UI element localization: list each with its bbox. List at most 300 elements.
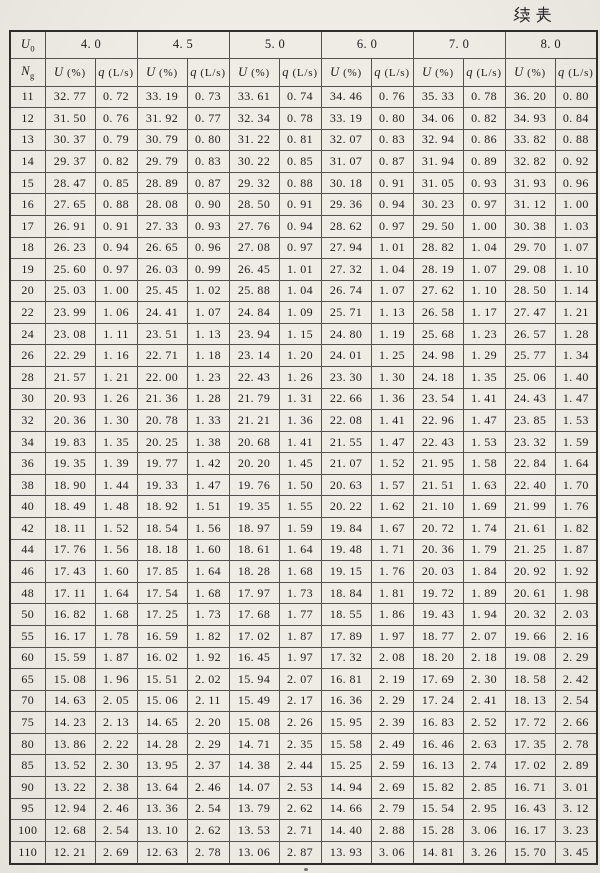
u-value-cell: 13. 36 [137, 798, 187, 820]
u-value-cell: 18. 13 [505, 690, 555, 712]
u-value-cell: 28. 50 [229, 194, 279, 216]
u-value-cell: 18. 90 [45, 474, 95, 496]
u-value-cell: 21. 79 [229, 388, 279, 410]
u-value-cell: 19. 35 [229, 496, 279, 518]
table-row [10, 259, 597, 281]
q-value-cell: 1. 69 [463, 496, 505, 518]
u-percent-header [321, 58, 371, 86]
q-value-cell: 1. 53 [463, 431, 505, 453]
ng-value-cell: 55 [10, 625, 45, 647]
q-value-cell: 0. 84 [555, 108, 597, 130]
q-value-cell: 1. 41 [371, 410, 413, 432]
q-value-cell: 1. 36 [371, 388, 413, 410]
u-value-cell: 15. 28 [413, 820, 463, 842]
u-value-cell: 26. 58 [413, 302, 463, 324]
group-header: 8. 0 [505, 31, 597, 58]
q-unit: (L/s) [380, 66, 410, 79]
q-value-cell: 1. 82 [555, 518, 597, 540]
q-value-cell: 1. 07 [555, 237, 597, 259]
q-value-cell: 0. 83 [187, 151, 229, 173]
q-value-cell: 2. 35 [279, 733, 321, 755]
u-value-cell: 25. 88 [229, 280, 279, 302]
q-value-cell: 1. 76 [371, 561, 413, 583]
q-value-cell: 1. 76 [555, 496, 597, 518]
q-value-cell: 2. 89 [555, 755, 597, 777]
u-value-cell: 17. 97 [229, 582, 279, 604]
u-symbol: U [422, 64, 432, 79]
table-row [10, 841, 597, 864]
q-value-cell: 0. 82 [95, 151, 137, 173]
q-value-cell: 1. 02 [187, 280, 229, 302]
q-value-cell: 1. 31 [279, 388, 321, 410]
q-value-cell: 0. 86 [463, 129, 505, 151]
hanzi-biao-glyph [535, 6, 552, 23]
u-value-cell: 13. 06 [229, 841, 279, 864]
q-flow-header [555, 58, 597, 86]
u-value-cell: 24. 43 [505, 388, 555, 410]
q-value-cell: 2. 13 [95, 712, 137, 734]
q-value-cell: 1. 92 [555, 561, 597, 583]
u-value-cell: 17. 24 [413, 690, 463, 712]
q-value-cell: 2. 95 [463, 798, 505, 820]
ng-value-cell: 50 [10, 604, 45, 626]
ng-value-cell: 13 [10, 129, 45, 151]
u-value-cell: 32. 07 [321, 129, 371, 151]
q-value-cell: 1. 16 [95, 345, 137, 367]
q-value-cell: 1. 42 [187, 453, 229, 475]
u-value-cell: 27. 32 [321, 259, 371, 281]
q-value-cell: 1. 21 [95, 367, 137, 389]
table-row [10, 561, 597, 583]
u-value-cell: 23. 51 [137, 323, 187, 345]
q-value-cell: 1. 47 [555, 388, 597, 410]
header-row-groups [10, 31, 597, 58]
q-value-cell: 1. 35 [95, 431, 137, 453]
q-value-cell: 1. 10 [555, 259, 597, 281]
u-value-cell: 17. 76 [45, 539, 95, 561]
q-value-cell: 0. 79 [95, 129, 137, 151]
u-symbol: U [330, 64, 340, 79]
u-value-cell: 24. 98 [413, 345, 463, 367]
table-row [10, 388, 597, 410]
u-value-cell: 26. 57 [505, 323, 555, 345]
q-value-cell: 2. 29 [371, 690, 413, 712]
u-value-cell: 15. 58 [321, 733, 371, 755]
q-value-cell: 1. 87 [279, 625, 321, 647]
u-value-cell: 14. 66 [321, 798, 371, 820]
u-value-cell: 15. 49 [229, 690, 279, 712]
u-value-cell: 14. 63 [45, 690, 95, 712]
table-row [10, 172, 597, 194]
u-value-cell: 19. 35 [45, 453, 95, 475]
ng-value-cell: 38 [10, 474, 45, 496]
q-value-cell: 1. 47 [187, 474, 229, 496]
q-value-cell: 0. 97 [463, 194, 505, 216]
u-value-cell: 33. 82 [505, 129, 555, 151]
u-value-cell: 15. 06 [137, 690, 187, 712]
q-value-cell: 1. 04 [463, 237, 505, 259]
q-value-cell: 1. 50 [279, 474, 321, 496]
u-value-cell: 26. 03 [137, 259, 187, 281]
u-value-cell: 22. 29 [45, 345, 95, 367]
u-value-cell: 30. 38 [505, 215, 555, 237]
u-value-cell: 27. 08 [229, 237, 279, 259]
data-table [9, 30, 598, 865]
u-symbol: U [146, 64, 156, 79]
ng-value-cell: 19 [10, 259, 45, 281]
q-value-cell: 1. 56 [187, 518, 229, 540]
q-value-cell: 2. 59 [371, 755, 413, 777]
ng-value-cell: 48 [10, 582, 45, 604]
q-value-cell: 1. 55 [279, 496, 321, 518]
table-row [10, 431, 597, 453]
q-value-cell: 0. 88 [555, 129, 597, 151]
q-value-cell: 2. 46 [187, 777, 229, 799]
q-value-cell: 3. 06 [371, 841, 413, 864]
u-value-cell: 28. 89 [137, 172, 187, 194]
q-value-cell: 1. 30 [371, 367, 413, 389]
u-value-cell: 21. 07 [321, 453, 371, 475]
ng-value-cell: 28 [10, 367, 45, 389]
u-value-cell: 18. 61 [229, 539, 279, 561]
q-value-cell: 1. 79 [463, 539, 505, 561]
u-value-cell: 26. 23 [45, 237, 95, 259]
table-row [10, 582, 597, 604]
q-value-cell: 2. 74 [463, 755, 505, 777]
u-value-cell: 26. 65 [137, 237, 187, 259]
q-unit: (L/s) [104, 66, 134, 79]
u-value-cell: 32. 34 [229, 108, 279, 130]
u-value-cell: 21. 25 [505, 539, 555, 561]
q-unit: (L/s) [288, 66, 318, 79]
q-value-cell: 0. 93 [463, 172, 505, 194]
table-row [10, 410, 597, 432]
q-value-cell: 1. 64 [555, 453, 597, 475]
q-value-cell: 2. 20 [187, 712, 229, 734]
u-value-cell: 29. 79 [137, 151, 187, 173]
u-value-cell: 17. 32 [321, 647, 371, 669]
u-value-cell: 13. 53 [229, 820, 279, 842]
ng-value-cell: 24 [10, 323, 45, 345]
u-value-cell: 23. 99 [45, 302, 95, 324]
q-value-cell: 3. 12 [555, 798, 597, 820]
q-value-cell: 1. 26 [95, 388, 137, 410]
table-row [10, 647, 597, 669]
q-symbol: q [98, 64, 105, 79]
u-value-cell: 27. 33 [137, 215, 187, 237]
q-value-cell: 1. 00 [95, 280, 137, 302]
q-value-cell: 1. 06 [95, 302, 137, 324]
u-value-cell: 26. 74 [321, 280, 371, 302]
q-value-cell: 2. 19 [371, 669, 413, 691]
q-value-cell: 2. 41 [463, 690, 505, 712]
q-value-cell: 1. 01 [371, 237, 413, 259]
q-value-cell: 1. 15 [279, 323, 321, 345]
q-value-cell: 1. 21 [555, 302, 597, 324]
q-value-cell: 1. 56 [95, 539, 137, 561]
q-value-cell: 1. 44 [95, 474, 137, 496]
u-value-cell: 30. 23 [413, 194, 463, 216]
table-row [10, 367, 597, 389]
q-value-cell: 2. 11 [187, 690, 229, 712]
q-value-cell: 0. 87 [187, 172, 229, 194]
u-symbol: U [238, 64, 248, 79]
header-row-units [10, 58, 597, 86]
u-value-cell: 30. 37 [45, 129, 95, 151]
ng-value-cell: 22 [10, 302, 45, 324]
q-value-cell: 2. 02 [187, 669, 229, 691]
q-value-cell: 2. 63 [463, 733, 505, 755]
q-value-cell: 1. 41 [463, 388, 505, 410]
q-value-cell: 1. 96 [95, 669, 137, 691]
q-value-cell: 2. 87 [279, 841, 321, 864]
u-value-cell: 14. 07 [229, 777, 279, 799]
q-value-cell: 0. 94 [371, 194, 413, 216]
u-value-cell: 14. 71 [229, 733, 279, 755]
table-row [10, 345, 597, 367]
table-row [10, 108, 597, 130]
q-value-cell: 1. 60 [95, 561, 137, 583]
u-value-cell: 27. 62 [413, 280, 463, 302]
q-value-cell: 1. 29 [463, 345, 505, 367]
q-value-cell: 1. 64 [279, 539, 321, 561]
u-value-cell: 15. 95 [321, 712, 371, 734]
q-symbol: q [282, 64, 289, 79]
ng-value-cell: 44 [10, 539, 45, 561]
u-value-cell: 20. 72 [413, 518, 463, 540]
q-value-cell: 2. 16 [555, 625, 597, 647]
q-value-cell: 1. 82 [187, 625, 229, 647]
q-symbol: q [190, 64, 197, 79]
q-value-cell: 1. 89 [463, 582, 505, 604]
u-value-cell: 20. 63 [321, 474, 371, 496]
u-value-cell: 18. 55 [321, 604, 371, 626]
group-header: 7. 0 [413, 31, 505, 58]
u-value-cell: 13. 22 [45, 777, 95, 799]
table-row [10, 518, 597, 540]
u0-subscript: 0 [30, 43, 35, 53]
table-row [10, 194, 597, 216]
u-value-cell: 12. 68 [45, 820, 95, 842]
u-value-cell: 21. 61 [505, 518, 555, 540]
u-value-cell: 19. 08 [505, 647, 555, 669]
q-value-cell: 2. 42 [555, 669, 597, 691]
u-value-cell: 19. 43 [413, 604, 463, 626]
q-value-cell: 1. 68 [95, 604, 137, 626]
table-row [10, 151, 597, 173]
q-value-cell: 1. 59 [279, 518, 321, 540]
q-symbol: q [558, 64, 565, 79]
u-value-cell: 34. 93 [505, 108, 555, 130]
u-value-cell: 21. 36 [137, 388, 187, 410]
u-value-cell: 33. 19 [137, 86, 187, 108]
u-value-cell: 31. 94 [413, 151, 463, 173]
q-value-cell: 1. 00 [463, 215, 505, 237]
u-value-cell: 26. 91 [45, 215, 95, 237]
u-value-cell: 14. 94 [321, 777, 371, 799]
q-value-cell: 2. 54 [555, 690, 597, 712]
q-value-cell: 0. 93 [187, 215, 229, 237]
q-value-cell: 2. 26 [279, 712, 321, 734]
q-value-cell: 0. 77 [187, 108, 229, 130]
q-value-cell: 0. 96 [555, 172, 597, 194]
table-row [10, 129, 597, 151]
table-row [10, 539, 597, 561]
u-value-cell: 18. 49 [45, 496, 95, 518]
u-value-cell: 15. 25 [321, 755, 371, 777]
u-value-cell: 15. 59 [45, 647, 95, 669]
q-value-cell: 1. 45 [279, 453, 321, 475]
q-value-cell: 2. 07 [463, 625, 505, 647]
u-value-cell: 19. 48 [321, 539, 371, 561]
ng-value-cell: 34 [10, 431, 45, 453]
q-value-cell: 2. 78 [555, 733, 597, 755]
q-value-cell: 0. 92 [555, 151, 597, 173]
q-value-cell: 0. 78 [279, 108, 321, 130]
u-value-cell: 24. 80 [321, 323, 371, 345]
u-value-cell: 17. 25 [137, 604, 187, 626]
ng-value-cell: 30 [10, 388, 45, 410]
u-value-cell: 14. 81 [413, 841, 463, 864]
q-value-cell: 0. 99 [187, 259, 229, 281]
ng-value-cell: 12 [10, 108, 45, 130]
q-value-cell: 0. 89 [463, 151, 505, 173]
u-percent-header [505, 58, 555, 86]
hanzi-xu-glyph [513, 6, 530, 23]
u-value-cell: 16. 13 [413, 755, 463, 777]
u-value-cell: 20. 78 [137, 410, 187, 432]
q-value-cell: 1. 25 [371, 345, 413, 367]
u-value-cell: 25. 71 [321, 302, 371, 324]
u-value-cell: 27. 76 [229, 215, 279, 237]
q-value-cell: 0. 81 [279, 129, 321, 151]
q-value-cell: 2. 46 [95, 798, 137, 820]
u-value-cell: 32. 82 [505, 151, 555, 173]
q-value-cell: 1. 51 [187, 496, 229, 518]
u-value-cell: 19. 83 [45, 431, 95, 453]
table-row [10, 280, 597, 302]
u-value-cell: 25. 45 [137, 280, 187, 302]
ng-value-cell: 14 [10, 151, 45, 173]
ng-symbol: N [21, 63, 30, 78]
table-row [10, 798, 597, 820]
q-value-cell: 2. 52 [463, 712, 505, 734]
u-value-cell: 16. 45 [229, 647, 279, 669]
q-value-cell: 0. 94 [95, 237, 137, 259]
q-value-cell: 1. 35 [463, 367, 505, 389]
u-value-cell: 18. 11 [45, 518, 95, 540]
u0-symbol: U [20, 36, 31, 51]
u-value-cell: 20. 61 [505, 582, 555, 604]
q-value-cell: 1. 98 [555, 582, 597, 604]
q-value-cell: 0. 94 [279, 215, 321, 237]
ng-value-cell: 18 [10, 237, 45, 259]
u-value-cell: 29. 08 [505, 259, 555, 281]
q-value-cell: 1. 77 [279, 604, 321, 626]
table-row [10, 712, 597, 734]
q-value-cell: 2. 85 [463, 777, 505, 799]
u-value-cell: 24. 18 [413, 367, 463, 389]
ng-value-cell: 16 [10, 194, 45, 216]
u-value-cell: 29. 32 [229, 172, 279, 194]
u-value-cell: 20. 22 [321, 496, 371, 518]
u-value-cell: 36. 20 [505, 86, 555, 108]
q-value-cell: 1. 11 [95, 323, 137, 345]
u-value-cell: 25. 68 [413, 323, 463, 345]
q-value-cell: 1. 38 [187, 431, 229, 453]
u-value-cell: 16. 82 [45, 604, 95, 626]
ng-value-cell: 17 [10, 215, 45, 237]
u-value-cell: 31. 05 [413, 172, 463, 194]
q-value-cell: 1. 07 [187, 302, 229, 324]
table-row [10, 453, 597, 475]
u-value-cell: 18. 28 [229, 561, 279, 583]
q-value-cell: 1. 73 [279, 582, 321, 604]
u-percent-header [229, 58, 279, 86]
u-value-cell: 23. 14 [229, 345, 279, 367]
q-value-cell: 0. 82 [463, 108, 505, 130]
u-percent-header [45, 58, 95, 86]
q-value-cell: 2. 18 [463, 647, 505, 669]
u-unit: (%) [63, 66, 86, 79]
u-value-cell: 27. 65 [45, 194, 95, 216]
q-flow-header [279, 58, 321, 86]
u-value-cell: 25. 03 [45, 280, 95, 302]
ng-value-cell: 75 [10, 712, 45, 734]
u-value-cell: 13. 95 [137, 755, 187, 777]
q-value-cell: 2. 54 [95, 820, 137, 842]
q-value-cell: 1. 34 [555, 345, 597, 367]
u-value-cell: 12. 21 [45, 841, 95, 864]
q-value-cell: 1. 59 [555, 431, 597, 453]
q-value-cell: 1. 63 [463, 474, 505, 496]
q-flow-header [463, 58, 505, 86]
u-value-cell: 23. 85 [505, 410, 555, 432]
u-value-cell: 22. 43 [229, 367, 279, 389]
q-value-cell: 1. 01 [279, 259, 321, 281]
u-value-cell: 21. 10 [413, 496, 463, 518]
u-value-cell: 19. 66 [505, 625, 555, 647]
table-row [10, 690, 597, 712]
u-value-cell: 22. 08 [321, 410, 371, 432]
ng-value-cell: 70 [10, 690, 45, 712]
q-symbol: q [374, 64, 381, 79]
q-value-cell: 0. 74 [279, 86, 321, 108]
u-value-cell: 14. 28 [137, 733, 187, 755]
u-value-cell: 34. 46 [321, 86, 371, 108]
group-header: 6. 0 [321, 31, 413, 58]
u-value-cell: 13. 64 [137, 777, 187, 799]
u-value-cell: 14. 65 [137, 712, 187, 734]
u-value-cell: 32. 94 [413, 129, 463, 151]
q-value-cell: 2. 30 [95, 755, 137, 777]
q-value-cell: 2. 66 [555, 712, 597, 734]
ng-value-cell: 65 [10, 669, 45, 691]
q-value-cell: 1. 71 [371, 539, 413, 561]
u-value-cell: 28. 62 [321, 215, 371, 237]
u-value-cell: 31. 07 [321, 151, 371, 173]
u-percent-header [137, 58, 187, 86]
u-value-cell: 15. 08 [229, 712, 279, 734]
q-value-cell: 2. 22 [95, 733, 137, 755]
u-unit: (%) [247, 66, 270, 79]
q-value-cell: 2. 54 [187, 798, 229, 820]
q-value-cell: 0. 83 [371, 129, 413, 151]
u-value-cell: 14. 38 [229, 755, 279, 777]
u-value-cell: 23. 32 [505, 431, 555, 453]
u-value-cell: 16. 46 [413, 733, 463, 755]
u-value-cell: 20. 36 [45, 410, 95, 432]
